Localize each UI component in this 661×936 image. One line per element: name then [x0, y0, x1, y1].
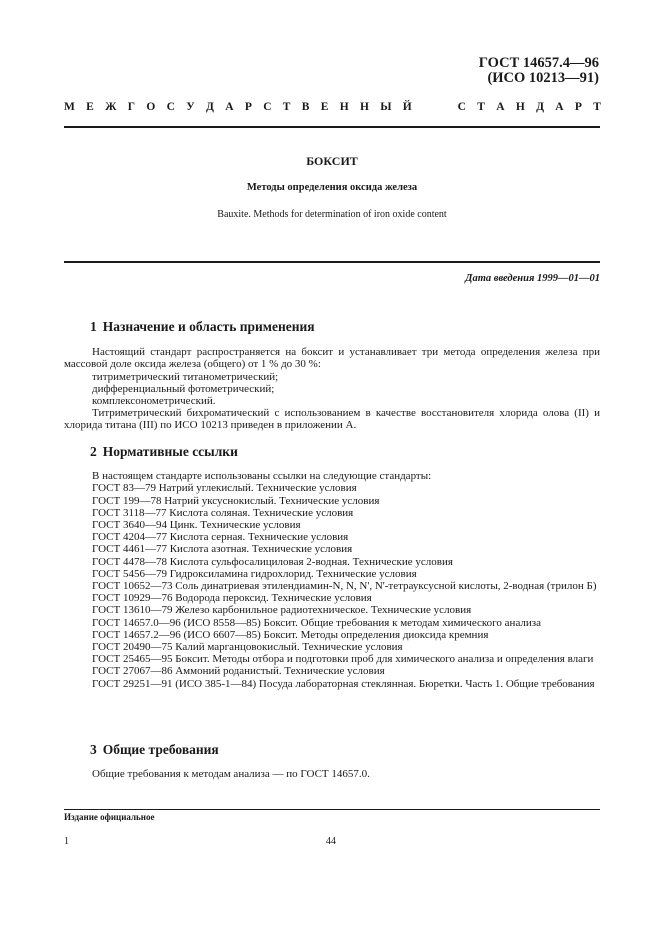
edition-label: Издание официальное — [64, 812, 155, 822]
banner-letter — [440, 101, 446, 117]
reference-item: ГОСТ 4461—77 Кислота азотная. Технические условия — [92, 543, 353, 556]
banner-letter: Е — [86, 101, 94, 113]
banner-letter: Д — [206, 101, 214, 113]
reference-item: ГОСТ 25465—95 Боксит. Методы отбора и подготовки проб для химического анализа и определения влаги — [92, 653, 594, 666]
method-list — [64, 371, 600, 408]
middle-rule — [64, 261, 600, 263]
document-title: БОКСИТ — [306, 154, 358, 168]
banner-letter: Г — [127, 101, 136, 113]
introduction-date: Дата введения 1999—01—01 — [465, 273, 600, 284]
banner-letter: Р — [574, 101, 582, 113]
reference-item: ГОСТ 13610—79 Железо карбонильное радиотехническое. Технические условия — [92, 604, 472, 617]
banner-letter: Й — [402, 101, 412, 113]
banner-letter: С — [457, 101, 466, 113]
banner-letter: С — [263, 101, 272, 113]
section-3 — [64, 744, 600, 780]
paragraph: Титриметрический бихроматический с использованием в качестве восстановителя хлорида олова (II) и хлорида титана (III) по ИСО 10213 приведен в приложении А. — [64, 407, 600, 432]
document-code — [479, 56, 599, 86]
banner-letter: А — [555, 101, 564, 113]
banner-letter: О — [146, 101, 156, 113]
section-2 — [64, 446, 600, 690]
banner-letter: А — [496, 101, 505, 113]
banner-letter: Т — [593, 101, 601, 113]
section-title: Назначение и область применения — [102, 319, 315, 334]
reference-item: ГОСТ 83—79 Натрий углекислый. Технические условия — [92, 482, 357, 495]
section-heading — [90, 744, 600, 756]
reference-item: ГОСТ 29251—91 (ИСО 385-1—84) Посуда лабораторная стеклянная. Бюретки. Часть 1. Общие требования — [92, 677, 595, 690]
iso-designation: (ИСО 10213—91) — [487, 70, 599, 86]
reference-item: ГОСТ 3640—94 Цинк. Технические условия — [92, 519, 301, 532]
page-number: 44 — [326, 836, 336, 847]
banner-letter: Н — [359, 101, 369, 113]
reference-item: ГОСТ 14657.2—96 (ИСО 6607—85) Боксит. Методы определения диоксида кремния — [92, 628, 489, 641]
paragraph: Общие требования к методам анализа — по ГОСТ 14657.0. — [92, 768, 370, 781]
paragraph: В настоящем стандарте использованы ссылки на следующие стандарты: — [92, 470, 432, 483]
banner-letter: Е — [320, 101, 329, 113]
list-item: дифференциальный фотометрический; — [92, 382, 275, 395]
banner-letter — [423, 101, 429, 117]
reference-item: ГОСТ 27067—86 Аммоний роданистый. Технические условия — [92, 665, 385, 678]
banner-letter: Н — [515, 101, 525, 113]
section-title: Нормативные ссылки — [102, 444, 238, 459]
reference-item: ГОСТ 4204—77 Кислота серная. Технические условия — [92, 531, 349, 544]
section-heading — [90, 446, 600, 458]
top-rule — [64, 126, 600, 128]
reference-list — [64, 482, 600, 689]
banner-letter: М — [64, 101, 75, 113]
reference-item: ГОСТ 3118—77 Кислота соляная. Технические условия — [92, 506, 354, 519]
reference-item: ГОСТ 199—78 Натрий уксуснокислый. Технические условия — [92, 494, 380, 507]
banner-letter: Т — [477, 101, 485, 113]
interstate-standard-banner — [64, 101, 601, 117]
banner-letter: В — [301, 101, 310, 113]
reference-item: ГОСТ 20490—75 Калий марганцовокислый. Технические условия — [92, 641, 403, 654]
sheet-number: 1 — [64, 836, 69, 847]
document-subtitle: Методы определения оксида железа — [246, 182, 418, 193]
list-item: комплексонометрический. — [92, 395, 216, 408]
english-title: Bauxite. Methods for determination of iron oxide content — [217, 209, 447, 220]
banner-letter: Д — [536, 101, 544, 113]
section-title: Общие требования — [102, 742, 219, 757]
section-1 — [64, 321, 600, 432]
banner-letter: Н — [339, 101, 349, 113]
footer-rule — [64, 809, 600, 810]
banner-letter: Ж — [105, 101, 117, 113]
gost-designation: ГОСТ 14657.4—96 — [478, 55, 599, 71]
banner-letter: С — [166, 101, 175, 113]
section-number: 1 — [90, 319, 97, 334]
banner-letter: Ы — [380, 101, 392, 113]
reference-item: ГОСТ 10929—76 Водорода пероксид. Технические условия — [92, 592, 372, 605]
section-number: 2 — [90, 444, 97, 459]
reference-item: ГОСТ 5456—79 Гидроксиламина гидрохлорид. Технические условия — [92, 567, 417, 580]
banner-letter: У — [186, 101, 195, 113]
banner-letter: А — [225, 101, 234, 113]
paragraph: Настоящий стандарт распространяется на боксит и устанавливает три метода определения железа при массовой доле оксида железа (общего) от 1 % до 30 %: — [64, 346, 600, 371]
list-item: титриметрический титанометрический; — [92, 370, 279, 383]
reference-item: ГОСТ 4478—78 Кислота сульфосалициловая 2-водная. Технические условия — [92, 555, 453, 568]
section-heading — [90, 321, 600, 333]
banner-letter: Т — [282, 101, 291, 113]
banner-letter: Р — [244, 101, 252, 113]
section-number: 3 — [90, 742, 97, 757]
reference-item: ГОСТ 10652—73 Соль динатриевая этилендиамин-N, N, N', N'-тетрауксусной кислоты, 2-водная (трилон Б) — [92, 580, 597, 593]
reference-item: ГОСТ 14657.0—96 (ИСО 8558—85) Боксит. Общие требования к методам химического анализа — [92, 616, 542, 629]
